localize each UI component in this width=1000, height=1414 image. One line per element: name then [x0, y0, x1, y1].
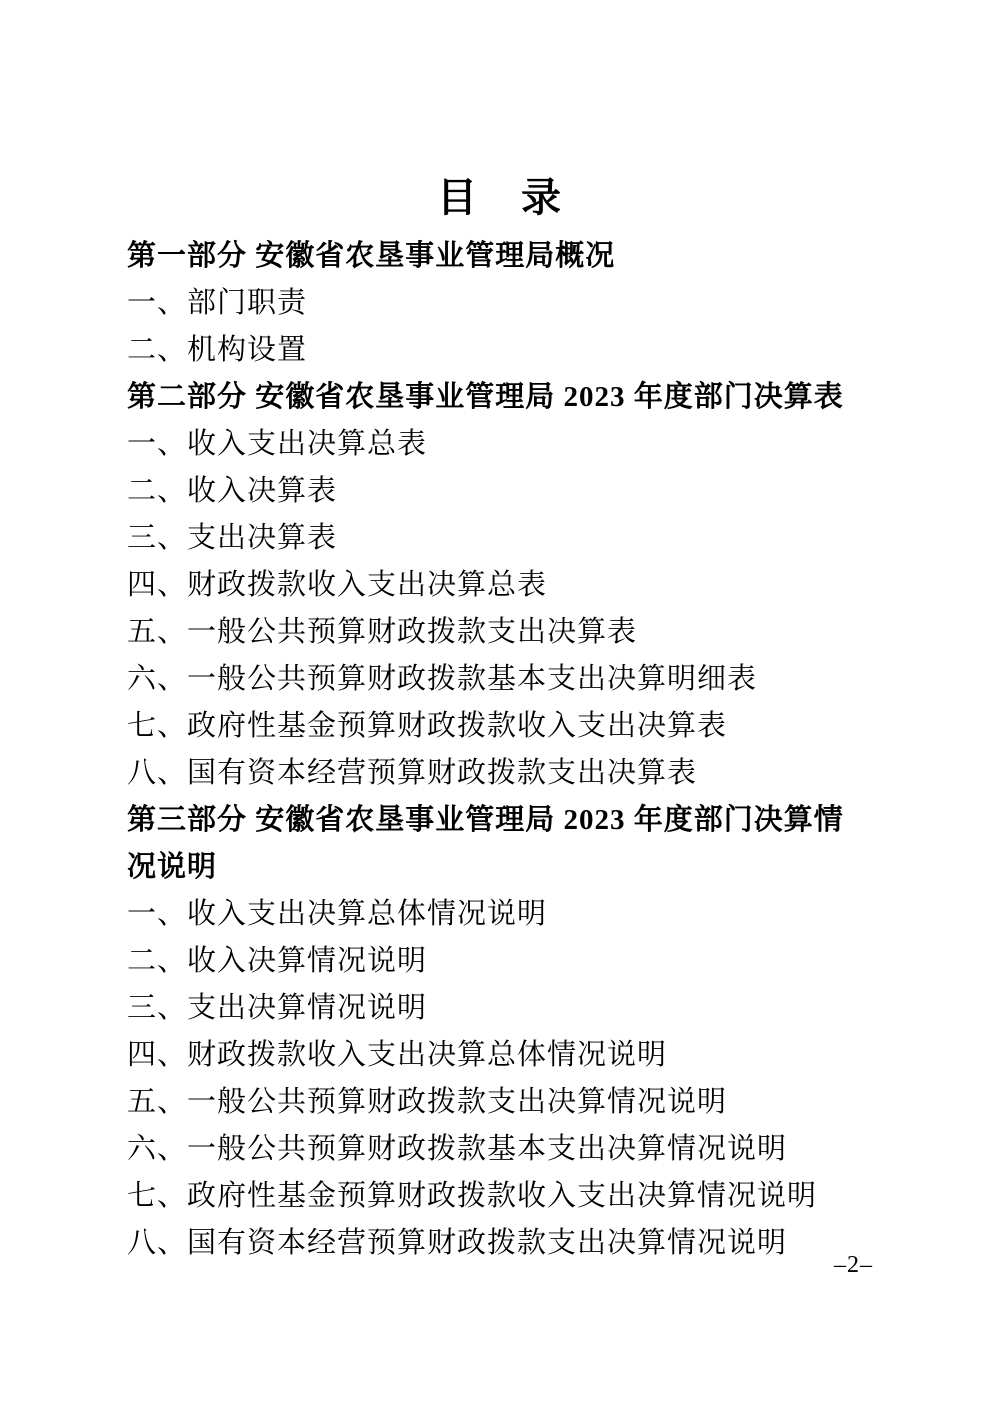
page-title: 目 录 — [437, 176, 563, 220]
toc-line: 一、部门职责 — [127, 287, 308, 319]
toc-line: 六、一般公共预算财政拨款基本支出决算明细表 — [127, 663, 758, 695]
toc-line: 二、收入决算情况说明 — [127, 945, 428, 977]
toc-line: 一、收入支出决算总体情况说明 — [127, 898, 548, 930]
toc-line: 五、一般公共预算财政拨款支出决算情况说明 — [127, 1086, 728, 1118]
toc-line: 三、支出决算表 — [127, 522, 338, 554]
toc-section-heading-wrap: 况说明 — [127, 851, 218, 883]
toc-line: 二、机构设置 — [127, 334, 308, 366]
toc-line: 七、政府性基金预算财政拨款收入支出决算表 — [127, 710, 728, 742]
toc-line: 一、收入支出决算总表 — [127, 428, 428, 460]
toc-line: 四、财政拨款收入支出决算总体情况说明 — [127, 1039, 668, 1071]
toc-section-heading: 第一部分 安徽省农垦事业管理局概况 — [127, 240, 616, 272]
page-number: –2– — [834, 1252, 873, 1278]
toc-line: 七、政府性基金预算财政拨款收入支出决算情况说明 — [127, 1180, 818, 1212]
toc-line: 六、一般公共预算财政拨款基本支出决算情况说明 — [127, 1133, 788, 1165]
toc-line: 八、国有资本经营预算财政拨款支出决算表 — [127, 757, 698, 789]
toc-line: 四、财政拨款收入支出决算总表 — [127, 569, 548, 601]
toc-line: 二、收入决算表 — [127, 475, 338, 507]
toc-section-heading: 第二部分 安徽省农垦事业管理局 2023 年度部门决算表 — [127, 381, 844, 413]
toc-line: 三、支出决算情况说明 — [127, 992, 428, 1024]
toc-line: 五、一般公共预算财政拨款支出决算表 — [127, 616, 638, 648]
toc-line: 八、国有资本经营预算财政拨款支出决算情况说明 — [127, 1227, 788, 1259]
table-of-contents — [127, 233, 937, 1267]
toc-section-heading: 第三部分 安徽省农垦事业管理局 2023 年度部门决算情 — [127, 804, 844, 836]
